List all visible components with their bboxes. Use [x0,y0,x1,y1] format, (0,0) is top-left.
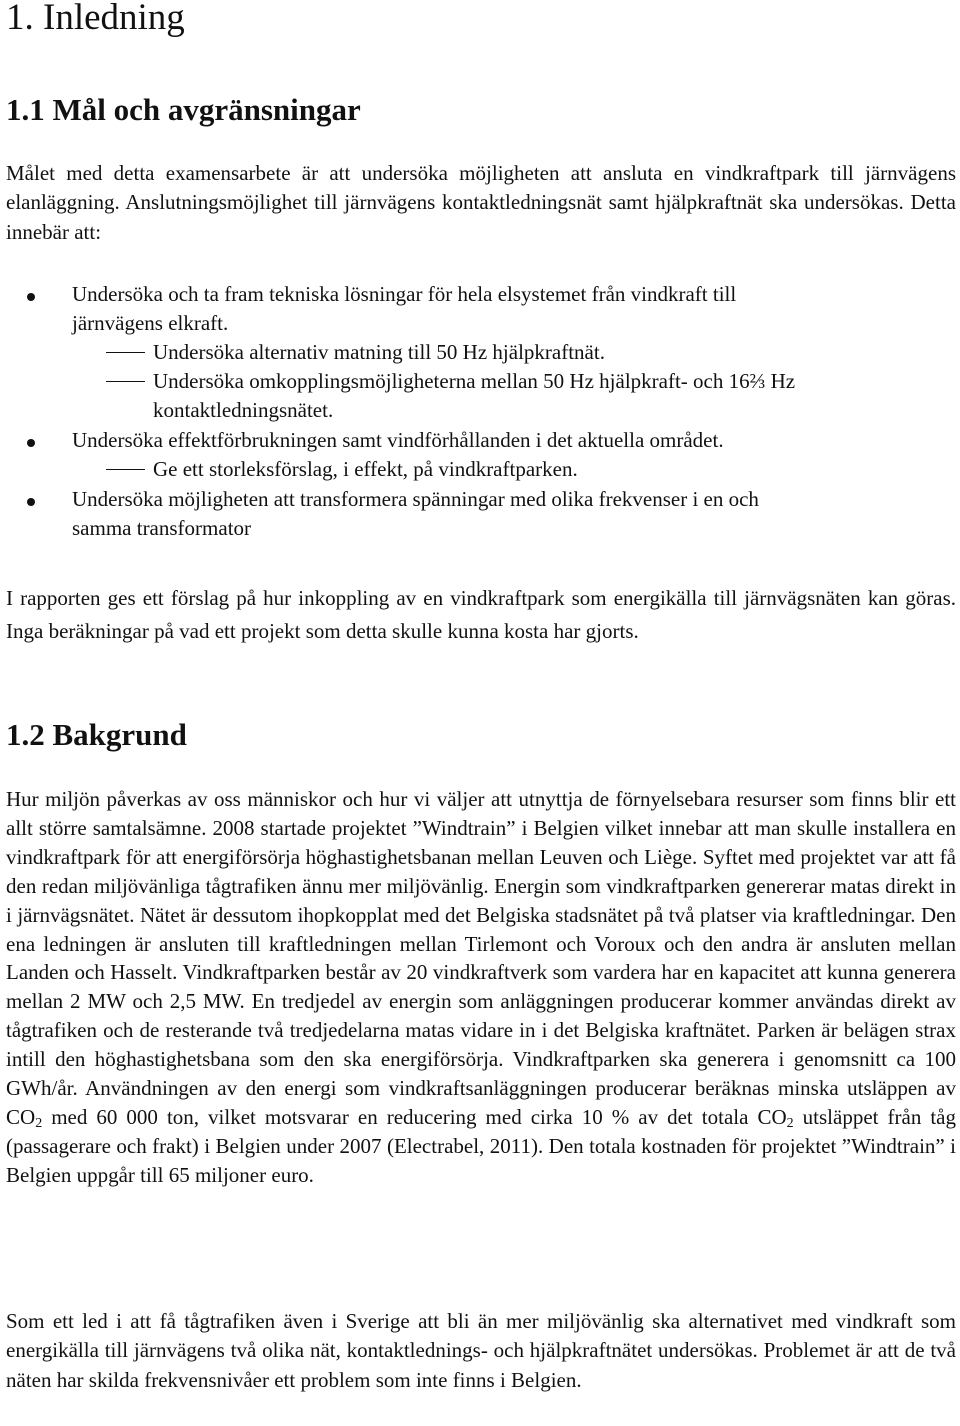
co2-subscript: 2 [35,1115,43,1131]
background-text-part-c: utsläppet från tåg (passagerare och frakt) i Belgien under 2007 (Electrabel, 2011). Den totala kostnaden för projektet ”Windtrain” i Belgien uppgår till 65 miljoner euro. [6,1104,956,1187]
section-heading-goals: 1.1 Mål och avgränsningar [6,92,361,127]
bullet-icon [27,293,35,301]
dash-icon [106,352,145,353]
list-item: Undersöka effektförbrukningen samt vindförhållanden i det aktuella området. [72,428,724,452]
background-text-part-b: med 60 000 ton, vilket motsvarar en reducering med cirka 10 % av det totala CO [42,1104,787,1129]
dash-icon [106,469,145,470]
sub-list-item: Undersöka omkopplingsmöjligheterna mellan 50 Hz hjälpkraft- och 16⅔ Hz [153,369,796,393]
bullet-icon [27,498,35,506]
report-paragraph: I rapporten ges ett förslag på hur inkoppling av en vindkraftpark som energikälla till järnvägsnäten kan göras. Inga beräkningar på vad ett projekt som detta skulle kunna kosta har gjorts. [6,586,956,644]
list-item-continuation: järnvägens elkraft. [72,311,229,335]
chapter-title: 1. Inledning [6,0,185,38]
background-text-part-a: Hur miljön påverkas av oss människor och hur vi väljer att utnyttja de förnyelsebara resurser som finns blir ett allt större samtalsämne. 2008 startade projektet ”Windtrain” i Belgien vilket innebar att man skulle installera en vindkraftpark för att energiförsörja höghastighetsbanan mellan Leuven och Liège. Syftet med projektet var att få den redan miljövänliga tågtrafiken ännu mer miljövänlig. Energin som vindkraftparken genererar matas direkt in i järnvägsnätet. Nätet är dessutom ihopkopplat med det Belgiska stadsnätet på två platser via kraftledningar. Den ena ledningen är ansluten till kraftledningen mellan Tirlemont och Voroux och den andra är ansluten mellan Landen och Hasselt. Vindkraftparken består av 20 vindkraftverk som vardera har en kapacitet att kunna generera mellan 2 MW och 2,5 MW. En tredjedel av energin som anläggningen producerar kommer användas direkt av tågtrafiken och de resterande två tredjedelarna matas vidare in i det Belgiska kraftnätet. Parken är belägen strax intill den höghastighetsbana som den ska energiförsörja. Vindkraftparken ska generera i genomsnitt ca 100 GWh/år. Användningen av den energi som vindkraftsanläggningen producerar beräknas minska utsläppen av CO [6,787,956,1129]
sub-list-item-continuation: kontaktledningsnätet. [153,398,334,422]
list-item: Undersöka och ta fram tekniska lösningar för hela elsystemet från vindkraft till [72,282,737,306]
dash-icon [106,381,145,382]
section-heading-background: 1.2 Bakgrund [6,717,187,752]
background-paragraph [6,785,956,1190]
sub-list-item: Undersöka alternativ matning till 50 Hz hjälpkraftnät. [153,340,605,364]
list-item-continuation: samma transformator [72,516,252,540]
sub-list-item: Ge ett storleksförslag, i effekt, på vindkraftparken. [153,457,578,481]
bullet-icon [27,439,35,447]
intro-paragraph: Målet med detta examensarbete är att undersöka möjligheten att ansluta en vindkraftpark till järnvägens elanläggning. Anslutningsmöjlighet till järnvägens kontaktledningsnät samt hjälpkraftnät ska undersökas. Detta innebär att: [6,161,956,244]
list-item: Undersöka möjligheten att transformera spänningar med olika frekvenser i en och [72,487,759,511]
closing-paragraph: Som ett led i att få tågtrafiken även i Sverige att bli än mer miljövänlig ska alternativet med vindkraft som energikälla till järnvägens två olika nät, kontaktlednings- och hjälpkraftnätet undersökas. Problemet är att de två näten har skilda frekvensnivåer ett problem som inte finns i Belgien. [6,1309,956,1392]
co2-subscript: 2 [786,1115,794,1131]
